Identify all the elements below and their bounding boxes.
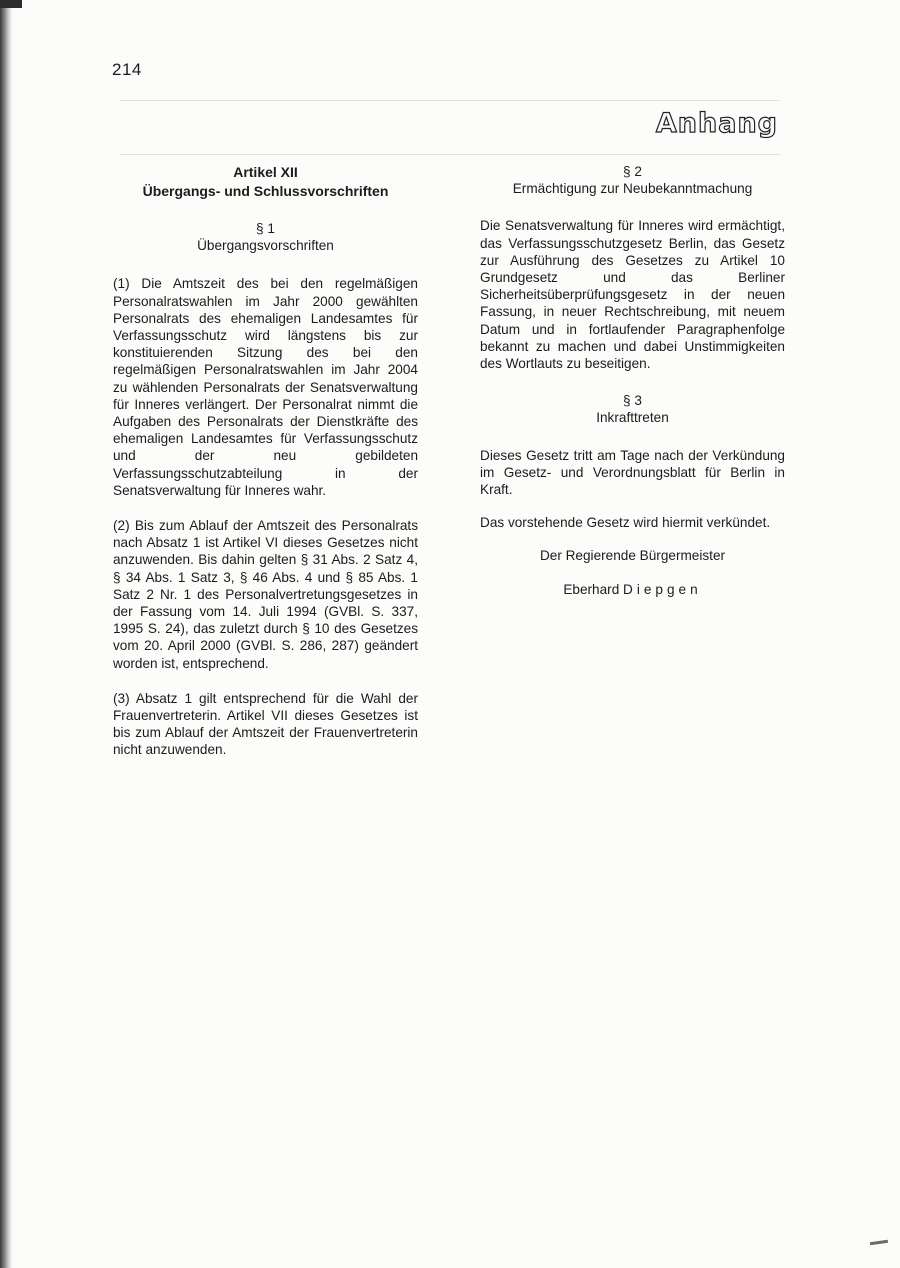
right-column <box>480 163 785 598</box>
page-number: 214 <box>112 60 142 79</box>
left-column <box>113 163 418 759</box>
signer-title: Der Regierende Bürgermeister <box>539 548 726 564</box>
header-rule-bottom <box>120 154 780 155</box>
signer-first-name: Eberhard <box>563 581 620 597</box>
section-3-text: Dieses Gesetz tritt am Tage nach der Verkündung im Gesetz- und Verordnungsblatt für Berlin in Kraft. <box>480 447 785 498</box>
scan-corner-artifact <box>0 0 22 8</box>
paragraph-1: (1) Die Amtszeit des bei den regelmäßigen Personalratswahlen im Jahr 2000 gewählten Personalrats des ehemaligen Landesamtes für Verfassungsschutz wird längstens bis zur konstituierenden Sitzung des bei den regelmäßigen Personalratswahlen im Jahr 2004 zu wählenden Personalrats der Senatsverwaltung für Inneres verlängert. Der Personalrat nimmt die Aufgaben des Personalrats der Dienstkräfte des ehemaligen Landesamtes für Verfassungsschutz und der neu gebildeten Verfassungsschutzabteilung in der Senatsverwaltung für Inneres wahr. <box>113 276 418 498</box>
running-head: Anhang <box>655 108 778 139</box>
article-title: Artikel XII <box>233 164 298 180</box>
header-rule-top <box>120 100 780 101</box>
section-sign-3: § 3 <box>623 393 642 409</box>
section-sign-2: § 2 <box>623 164 642 179</box>
scan-binding-edge <box>0 0 12 1268</box>
section-title-3: Inkrafttreten <box>596 410 669 426</box>
scan-corner-mark <box>870 1240 888 1245</box>
section-title-1: Übergangsvorschriften <box>197 238 334 254</box>
section-title-2: Ermächtigung zur Neubekanntmachung <box>512 181 753 197</box>
section-2-text: Die Senatsverwaltung für Inneres wird ermächtigt, das Verfassungsschutzgesetz Berlin, das Gesetz zur Ausführung des Gesetzes zu Artikel 10 Grundgesetz und das Berliner Sicherheitsüberprüfungsgesetz in der neuen Fassung, in neuer Rechtschreibung, mit neuem Datum und in fortlaufender Paragraphenfolge bekannt zu machen und dabei Unstimmigkeiten des Wortlauts zu beseitigen. <box>480 218 785 372</box>
signer-name <box>480 581 785 598</box>
signer-last-name: Diepgen <box>623 581 702 597</box>
article-heading: Übergangs- und Schlussvorschriften <box>142 183 389 199</box>
promulgation-text: Das vorstehende Gesetz wird hiermit verkündet. <box>480 515 771 531</box>
paragraph-3: (3) Absatz 1 gilt entsprechend für die Wahl der Frauenvertreterin. Artikel VII dieses Gesetzes ist bis zum Ablauf der Amtszeit der Frauenvertreterin nicht anzuwenden. <box>113 690 418 758</box>
paragraph-2: (2) Bis zum Ablauf der Amtszeit des Personalrats nach Absatz 1 ist Artikel VI dieses Gesetzes nicht anzuwenden. Bis dahin gelten § 31 Abs. 2 Satz 4, § 34 Abs. 1 Satz 3, § 46 Abs. 4 und § 85 Abs. 1 Satz 2 Nr. 1 des Personalvertretungsgesetzes in der Fassung vom 14. Juli 1994 (GVBl. S. 337, 1995 S. 24), das zuletzt durch § 10 des Gesetzes vom 20. April 2000 (GVBl. S. 286, 287) geändert worden ist, entsprechend. <box>113 518 418 671</box>
section-sign-1: § 1 <box>256 221 275 236</box>
